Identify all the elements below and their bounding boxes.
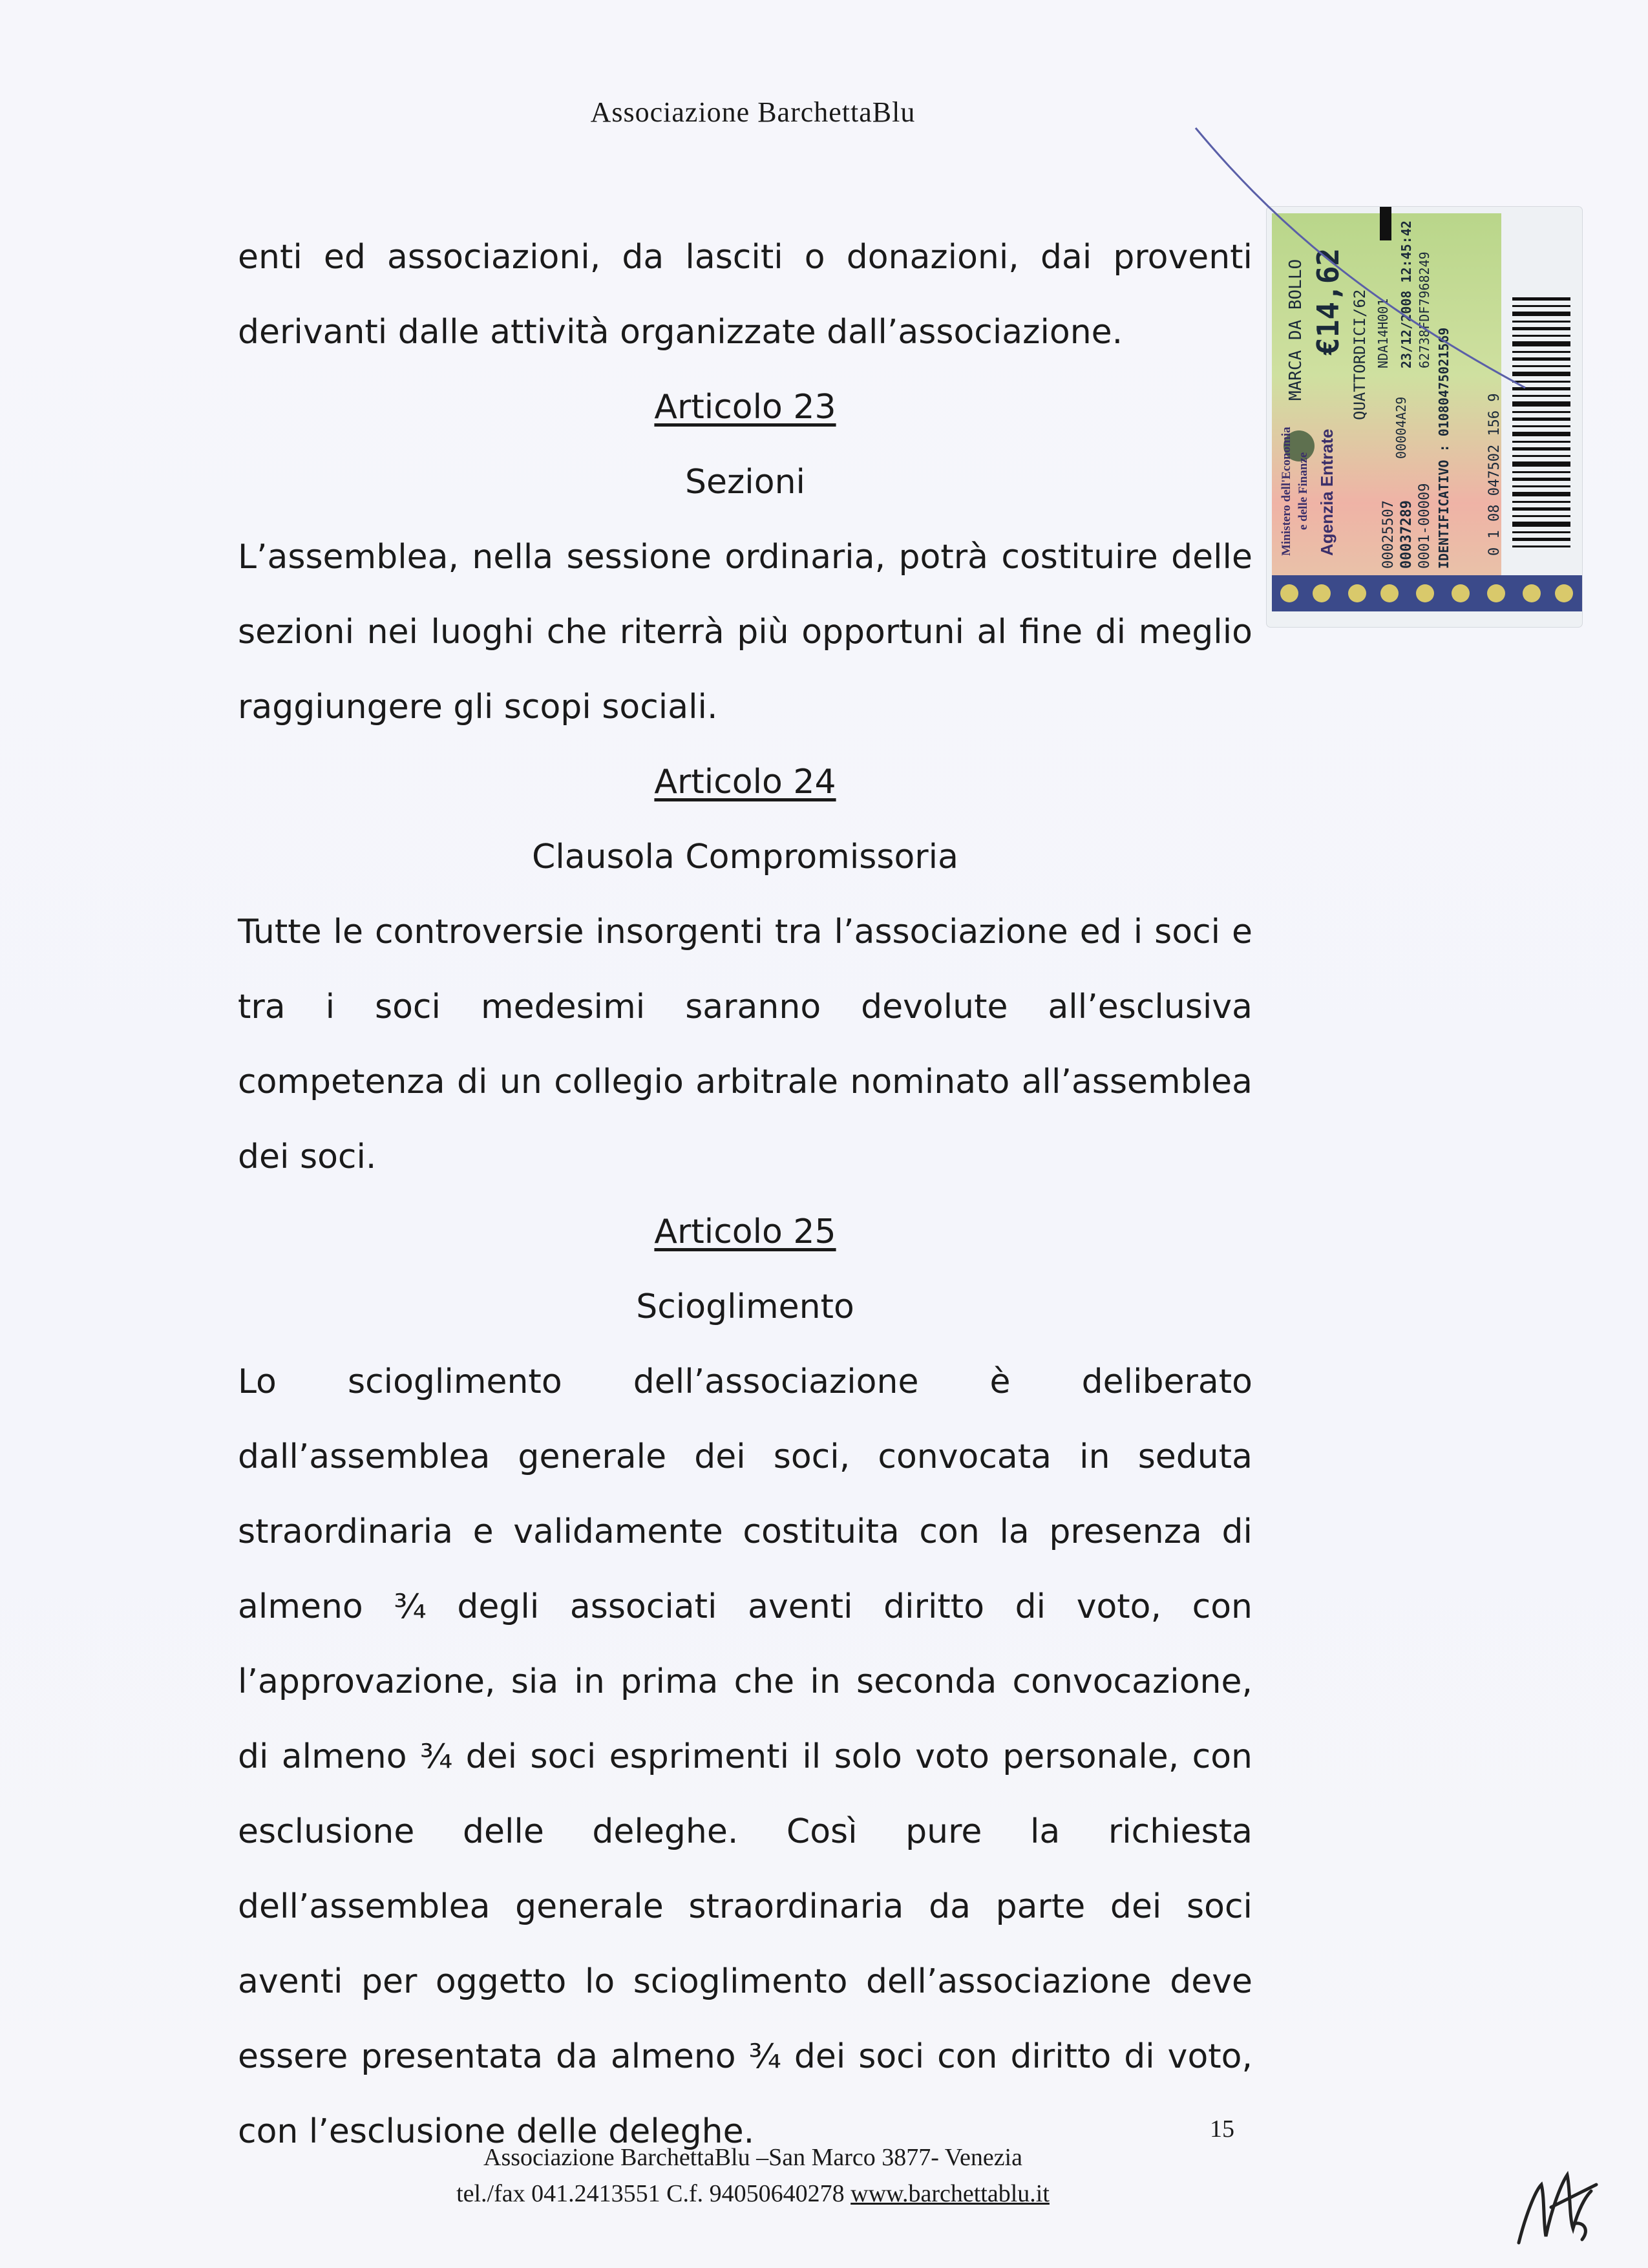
website-link[interactable]: www.barchettablu.it — [850, 2180, 1050, 2207]
stamp-code-3: 0001-00009 — [1417, 483, 1433, 569]
stamp-amount: €14,62 — [1311, 248, 1346, 355]
article-24-text: Tutte le controversie insorgenti tra l’associazione ed i soci e tra i soci medesimi saranno devolute all’esclusiva competenza di un collegio arbitrale nominato all’assemblea dei soci. — [238, 913, 1252, 1176]
stamp-ministry-1: Ministero dell'Economia — [1280, 427, 1293, 556]
stamp-band-emblems — [1280, 584, 1573, 602]
article-23-number: Articolo 23 — [654, 388, 836, 427]
footer-line-1: Associazione BarchettaBlu –San Marco 3877- Venezia — [483, 2144, 1022, 2171]
footer-line-2 — [349, 2176, 1157, 2212]
article-25-title: Scioglimento — [636, 1288, 854, 1326]
signature-initials — [1506, 2146, 1609, 2256]
stamp-agency: Agenzia Entrate — [1317, 429, 1336, 556]
stamp-code-4: IDENTIFICATIVO : 01080475021569 — [1436, 327, 1452, 569]
stamp-barcode-number: 0 1 08 047502 156 9 — [1486, 393, 1503, 556]
article-23-text: L’assemblea, nella sessione ordinaria, potrà costituire delle sezioni nei luoghi che riterrà più opportuni al fine di meglio raggiungere gli scopi sociali. — [238, 538, 1252, 726]
paragraph-intro: enti ed associazioni, da lasciti o donazioni, dai proventi derivanti dalle attività organizzate dall’associazione. — [238, 238, 1252, 352]
article-25-number: Articolo 25 — [654, 1213, 836, 1251]
stamp-ministry-2: e delle Finanze — [1296, 452, 1310, 530]
stamp-words: QUATTORDICI/62 — [1351, 289, 1369, 420]
page-footer — [349, 2139, 1157, 2212]
article-24-number: Articolo 24 — [654, 763, 836, 801]
stamp-label: MARCA DA BOLLO — [1286, 259, 1305, 401]
page-number: 15 — [1210, 2115, 1234, 2143]
article-23-title: Sezioni — [685, 463, 805, 502]
stamp-code-right-4: 62738FDF7968249 — [1417, 251, 1432, 368]
stamp-code-2: 00037289 — [1399, 500, 1415, 569]
page-header: Associazione BarchettaBlu — [590, 96, 916, 128]
stamp-code-right-2: 00004A29 — [1393, 396, 1409, 459]
body-text — [238, 220, 1252, 2169]
stamp-code-right-3: 23/12/2008 12:45:42 — [1399, 220, 1414, 368]
article-24-title: Clausola Compromissoria — [532, 838, 958, 876]
article-25-text: Lo scioglimento dell’associazione è deliberato dall’assemblea generale dei soci, convocata in seduta straordinaria e validamente costituita con la presenza di almeno ¾ degli associati aventi diritto di voto, con l’approvazione, sia in prima che in seconda convocazione, di almeno ¾ dei soci esprimenti il solo voto personale, con esclusione delle deleghe. Così pure la richiesta dell’assemblea generale straordinaria da parte dei soci aventi per oggetto lo scioglimento dell’associazione deve essere presentata da almeno ¾ dei soci con diritto di voto, con l’esclusione delle deleghe. — [238, 1362, 1252, 2151]
stamp-code-1: 00025507 — [1380, 500, 1397, 569]
stamp-code-right-1: NDA14H001 — [1375, 298, 1391, 368]
footer-contact: tel./fax 041.2413551 C.f. 94050640278 — [456, 2180, 851, 2207]
